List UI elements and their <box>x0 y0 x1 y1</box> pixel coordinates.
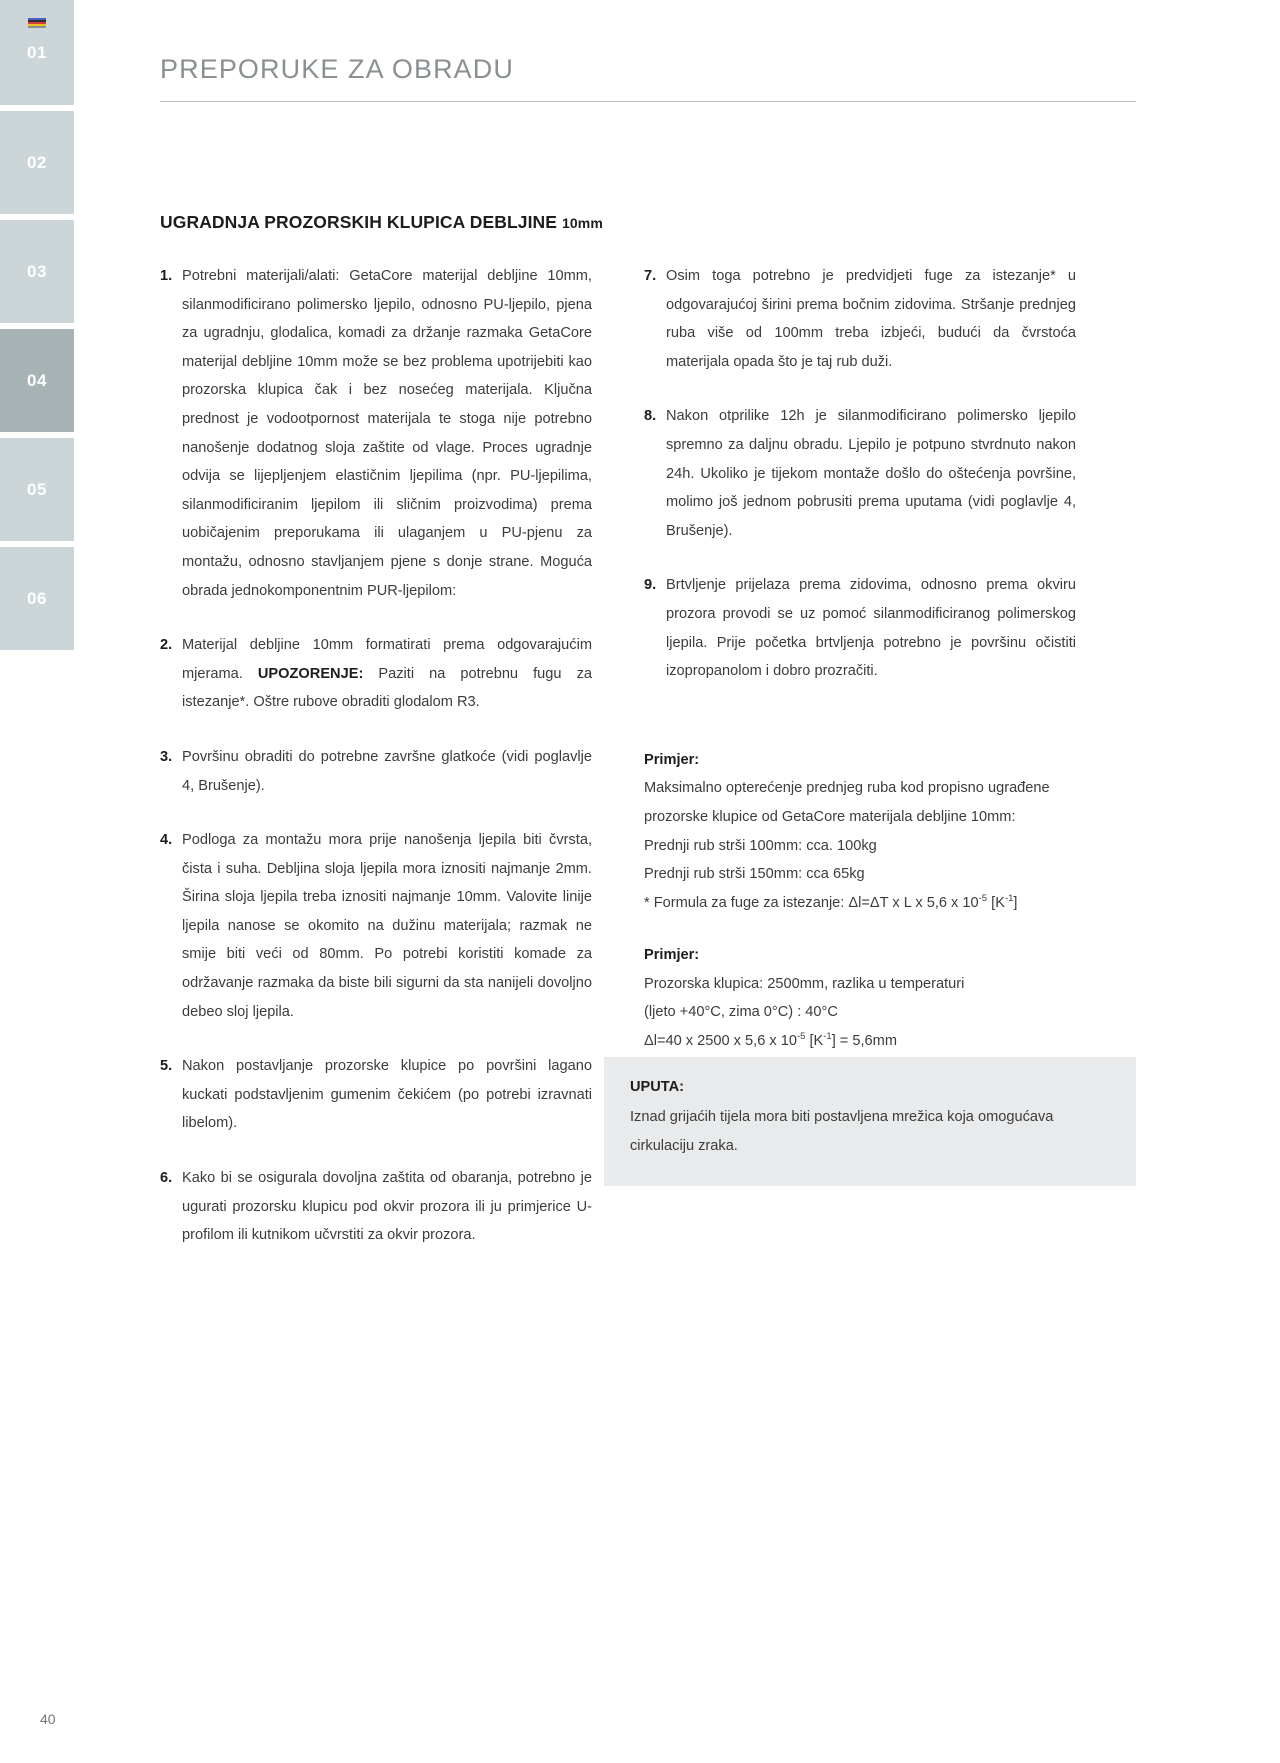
list-item <box>160 631 592 717</box>
sidebar-tab-label: 03 <box>27 261 47 281</box>
page-title: PREPORUKE ZA OBRADU <box>160 54 514 84</box>
section-title-thickness: 10mm <box>562 215 603 231</box>
formula-part: ] = 5,6mm <box>831 1033 897 1050</box>
sidebar-tab-01[interactable] <box>0 0 74 105</box>
formula-part: Δl=40 x 2500 x 5,6 x 10 <box>644 1033 797 1050</box>
list-item <box>644 571 1076 685</box>
warning-label: UPOZORENJE: <box>257 665 364 682</box>
left-column <box>160 262 592 1276</box>
section-title-main: UGRADNJA PROZORSKIH KLUPICA DEBLJINE <box>160 212 563 232</box>
chapter-tab-sidebar <box>0 0 74 680</box>
list-item-text: Podloga za montažu mora prije nanošenja ljepila biti čvrsta, čista i suha. Debljina sloja ljepila mora iznositi najmanje 2mm. Širina sloja ljepila treba iznositi najmanje 10mm. Valovite linije ljepila nanose se okomito na dužinu materijala; razmak ne smije biti veći od 80mm. Po potrebi koristiti komade za održavanje razmaka da biste bili sigurni da sta nanijeli dovoljno debeo sloj ljepila. <box>182 832 592 1020</box>
list-item-number: 3. <box>160 748 173 765</box>
note-box <box>604 1057 1136 1186</box>
list-item-number: 4. <box>160 832 173 849</box>
list-item <box>644 402 1076 545</box>
sidebar-tab-label: 05 <box>27 479 47 499</box>
list-item-text-before: Materijal debljine 10mm formatirati prema odgovarajućim mjerama. <box>182 637 592 682</box>
formula-part: [K <box>987 894 1005 911</box>
formula-exponent: -1 <box>823 1031 832 1043</box>
spacer <box>644 917 1076 941</box>
example-line: Prednji rub strši 100mm: cca. 100kg <box>644 837 877 854</box>
list-item <box>160 1164 592 1250</box>
list-item <box>644 262 1076 376</box>
list-item-text: Potrebni materijali/alati: GetaCore materijal debljine 10mm, silanmodificirano polimersko ljepilo, odnosno PU-ljepilo, pjena za ugradnju, glodalica, komadi za držanje razmaka GetaCore materijal debljine 10mm može se bez problema upotrijebiti kao prozorska klupica čak i bez nosećeg materijala. Ključna prednost je vodootpornost materijala te stoga nije potrebno nanošenje dodatnog sloja zaštite od vlage. Proces ugradnje odvija se lijepljenjem elastičnim ljepilima (npr. PU-ljepilima, silanmodificiranim ljepilom ili sličnim proizvodima) prema uobičajenim preporukama ili ulaganjem u PU-pjenu za montažu, odnosno stavljanjem pjene s donje strane. Moguća obrada jednokomponentnim PUR-ljepilom: <box>182 268 592 599</box>
list-item-number: 8. <box>644 408 657 425</box>
list-item <box>160 262 592 605</box>
list-item-number: 6. <box>160 1170 173 1187</box>
list-item-number: 9. <box>644 577 657 594</box>
page-number: 40 <box>40 1711 56 1727</box>
sidebar-tab-03[interactable] <box>0 220 74 323</box>
section-title <box>160 212 603 233</box>
sidebar-tab-label: 06 <box>27 588 47 608</box>
example-line: Maksimalno opterećenje prednjeg ruba kod propisno ugrađene prozorske klupice od GetaCore materijala debljine 10mm: <box>644 780 1050 825</box>
formula-exponent: -1 <box>1004 892 1014 904</box>
list-item-text: Osim toga potrebno je predvidjeti fuge za istezanje* u odgovarajućoj širini prema bočnim zidovima. Stršanje prednjeg ruba više od 100mm treba izbjeći, budući da čvrstoća materijala opada što je taj rub duži. <box>666 268 1076 370</box>
formula-part: [K <box>805 1033 824 1050</box>
formula-line <box>644 889 1076 918</box>
formula-part: ] <box>1013 894 1018 911</box>
sidebar-tab-04[interactable] <box>0 329 74 432</box>
formula-exponent: -5 <box>978 892 988 904</box>
example-line: (ljeto +40°C, zima 0°C) : 40°C <box>644 1004 838 1021</box>
note-text: Iznad grijaćih tijela mora biti postavljena mrežica koja omogućava cirkulaciju zraka. <box>630 1109 1054 1154</box>
list-item-number: 1. <box>160 268 173 284</box>
list-item-text: Površinu obraditi do potrebne završne glatkoće (vidi poglavlje 4, Brušenje). <box>182 748 592 794</box>
flag-icon <box>28 18 46 28</box>
list-item-text: Kako bi se osigurala dovoljna zaštita od obaranja, potrebno je ugurati prozorsku klupicu pod okvir prozora ili ju primjerice U-profilom ili kutnikom učvrstiti za okvir prozora. <box>182 1170 592 1244</box>
example-line: Prednji rub strši 150mm: cca 65kg <box>644 866 865 883</box>
list-item-text: Nakon otprilike 12h je silanmodificirano polimersko ljepilo spremno za daljnu obradu. Ljepilo je potpuno stvrdnuto nakon 24h. Ukoliko je tijekom montaže došlo do oštećenja površine, molimo još jednom pobrusiti prema uputama (vidi poglavlje 4, Brušenje). <box>666 408 1076 539</box>
list-item-text-after: Paziti na potrebnu fugu za istezanje*. Oštre rubove obraditi glodalom R3. <box>182 665 592 711</box>
example-heading: Primjer: <box>644 751 700 768</box>
formula-exponent: -5 <box>796 1031 806 1043</box>
sidebar-tab-05[interactable] <box>0 438 74 541</box>
sidebar-tab-label: 02 <box>27 152 47 172</box>
sidebar-tab-label: 01 <box>27 42 47 62</box>
list-item-number: 7. <box>644 268 657 284</box>
list-item <box>160 1052 592 1138</box>
list-item-number: 5. <box>160 1058 173 1075</box>
note-title: UPUTA: <box>630 1079 685 1095</box>
list-item <box>160 826 592 1026</box>
list-item-text: Brtvljenje prijelaza prema zidovima, odnosno prema okviru prozora provodi se uz pomoć silanmodificiranog polimerskog ljepila. Prije početka brtvljenja potrebno je površinu očistiti izopropanolom i dobro prozračiti. <box>666 577 1076 680</box>
sidebar-tab-06[interactable] <box>0 547 74 650</box>
example-line: Prozorska klupica: 2500mm, razlika u temperaturi <box>644 975 965 992</box>
list-item <box>160 743 592 800</box>
sidebar-tab-label: 04 <box>27 370 47 390</box>
formula-line <box>644 1027 1076 1056</box>
list-item-number: 2. <box>160 637 173 654</box>
example-heading: Primjer: <box>644 947 700 964</box>
list-item-text: Nakon postavljanje prozorske klupice po površini lagano kuckati podstavljenim gumenim čekićem (po potrebi izravnati libelom). <box>182 1058 592 1132</box>
list-item-text <box>182 631 592 717</box>
formula-part: * Formula za fuge za istezanje: Δl=ΔT x L x 5,6 x 10 <box>644 894 979 911</box>
page-header <box>160 54 1136 102</box>
header-divider <box>160 101 1136 102</box>
example-block-1 <box>644 746 1076 918</box>
spacer <box>644 712 1076 746</box>
sidebar-tab-02[interactable] <box>0 111 74 214</box>
